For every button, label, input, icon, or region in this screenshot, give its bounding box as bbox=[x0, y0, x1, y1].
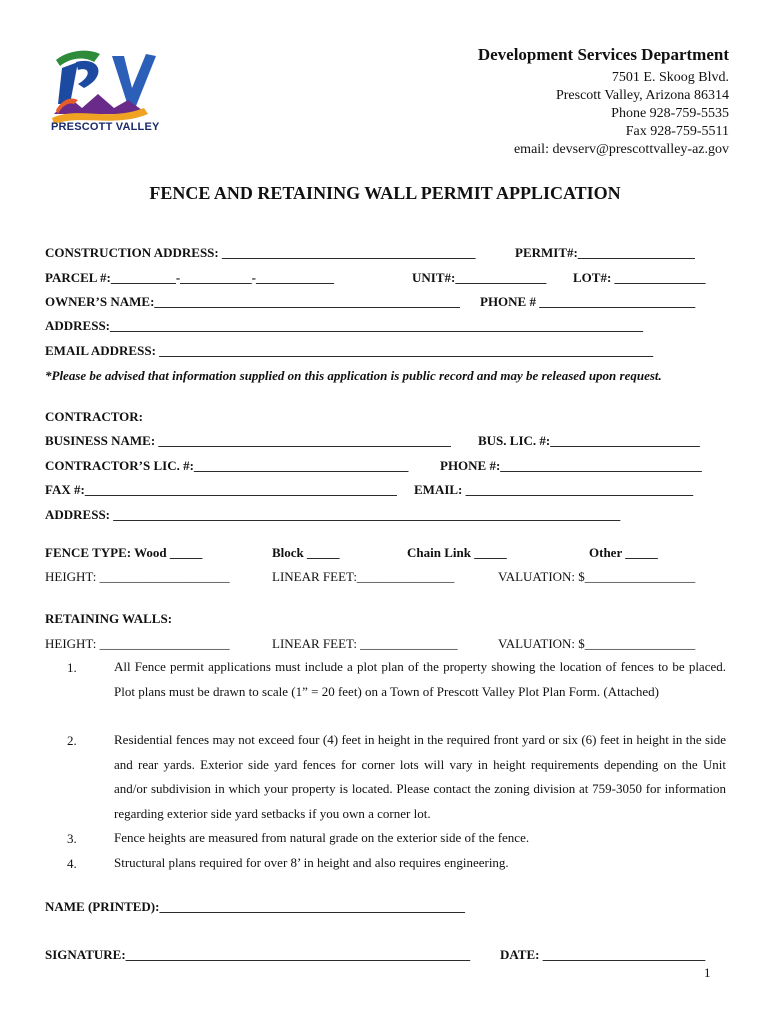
parcel-number-field[interactable]: PARCEL #:__________-___________-____________ bbox=[45, 270, 335, 285]
retaining-valuation-field[interactable]: VALUATION: $_________________ bbox=[498, 636, 696, 651]
note-number: 1. bbox=[67, 660, 77, 675]
retaining-walls-heading: RETAINING WALLS: bbox=[45, 611, 173, 626]
business-name-field[interactable]: BUSINESS NAME: _____________________________________________ bbox=[45, 433, 451, 448]
contractor-heading: CONTRACTOR: bbox=[45, 409, 143, 424]
business-license-field[interactable]: BUS. LIC. #:_______________________ bbox=[478, 433, 700, 448]
fence-height-field[interactable]: HEIGHT: ____________________ bbox=[45, 569, 230, 584]
contractor-email-field[interactable]: EMAIL: ___________________________________ bbox=[414, 482, 694, 497]
fence-linear-feet-field[interactable]: LINEAR FEET:_______________ bbox=[272, 569, 455, 584]
printed-name-field[interactable]: NAME (PRINTED):_______________________________________________ bbox=[45, 899, 465, 914]
lot-number-field[interactable]: LOT#: ______________ bbox=[573, 270, 706, 285]
fence-type-chain-link-field[interactable]: Chain Link _____ bbox=[407, 545, 507, 560]
page-title: FENCE AND RETAINING WALL PERMIT APPLICATION bbox=[149, 183, 621, 203]
contractor-fax-field[interactable]: FAX #:________________________________________________ bbox=[45, 482, 397, 497]
logo-text: PRESCOTT VALLEY bbox=[51, 121, 160, 133]
fence-type-other-field[interactable]: Other _____ bbox=[589, 545, 658, 560]
public-record-notice: *Please be advised that information supplied on this application is public record and may be released upon request. bbox=[45, 368, 662, 383]
note-text: Structural plans required for over 8’ in height and also requires engineering. bbox=[114, 855, 509, 870]
note-text: Fence heights are measured from natural grade on the exterior side of the fence. bbox=[114, 830, 530, 845]
email-address-line: : ____________________________________________________________________________ bbox=[151, 343, 654, 358]
contractor-address-field[interactable]: ADDRESS: ______________________________________________________________________________ bbox=[45, 507, 621, 522]
owner-name-field[interactable]: OWNER’S NAME:_______________________________________________ bbox=[45, 294, 460, 309]
fence-type-wood-field[interactable]: FENCE TYPE: Wood _____ bbox=[45, 545, 203, 560]
unit-number-field[interactable]: UNIT#:______________ bbox=[412, 270, 547, 285]
department-name: Development Services Department bbox=[477, 45, 729, 64]
construction-address-field[interactable]: CONSTRUCTION ADDRESS: _______________________________________ bbox=[45, 245, 476, 260]
owner-email-field[interactable] bbox=[45, 343, 653, 359]
department-phone: Phone 928-759-5535 bbox=[611, 106, 729, 121]
retaining-linear-feet-field[interactable]: LINEAR FEET: _______________ bbox=[272, 636, 458, 651]
department-fax: Fax 928-759-5511 bbox=[625, 124, 729, 139]
note-number: 2. bbox=[67, 733, 77, 748]
owner-phone-field[interactable]: PHONE # ________________________ bbox=[480, 294, 696, 309]
date-field[interactable]: DATE: _________________________ bbox=[500, 947, 706, 962]
note-text: All Fence permit applications must include a plot plan of the property showing the location of fences to be placed. Plot plans must be drawn to scale (1” = 20 feet) on a Town of Prescott Valley Plot Plan Form. (Attached) bbox=[114, 659, 726, 699]
contractor-phone-field[interactable]: PHONE #:_______________________________ bbox=[440, 458, 702, 473]
permit-number-field[interactable]: PERMIT#:__________________ bbox=[515, 245, 695, 260]
department-email: email: devserv@prescottvalley-az.gov bbox=[513, 142, 729, 157]
department-address-1: 7501 E. Skoog Blvd. bbox=[611, 70, 729, 85]
note-text: Residential fences may not exceed four (4) feet in height in the required front yard or six (6) feet in height in the side and rear yards. Exterior side yard fences for corner lots will vary in height requirements depending on the Unit and/or subdivision in which your property is located. Please contact the zoning division at 759-3050 for information regarding exterior side yard setbacks if you own a corner lot. bbox=[114, 732, 726, 821]
department-address-2: Prescott Valley, Arizona 86314 bbox=[555, 88, 729, 103]
page-number: 1 bbox=[704, 965, 711, 980]
signature-field[interactable]: SIGNATURE:_____________________________________________________ bbox=[45, 947, 471, 962]
fence-type-block-field[interactable]: Block _____ bbox=[272, 545, 340, 560]
email-address-label: EMAIL ADDRESS bbox=[45, 343, 152, 358]
note-number: 3. bbox=[67, 831, 77, 846]
note-number: 4. bbox=[67, 856, 77, 871]
contractor-license-field[interactable]: CONTRACTOR’S LIC. #:_________________________________ bbox=[45, 458, 409, 473]
owner-address-field[interactable]: ADDRESS:__________________________________________________________________________________ bbox=[45, 318, 644, 333]
retaining-height-field[interactable]: HEIGHT: ____________________ bbox=[45, 636, 230, 651]
fence-valuation-field[interactable]: VALUATION: $_________________ bbox=[498, 569, 696, 584]
